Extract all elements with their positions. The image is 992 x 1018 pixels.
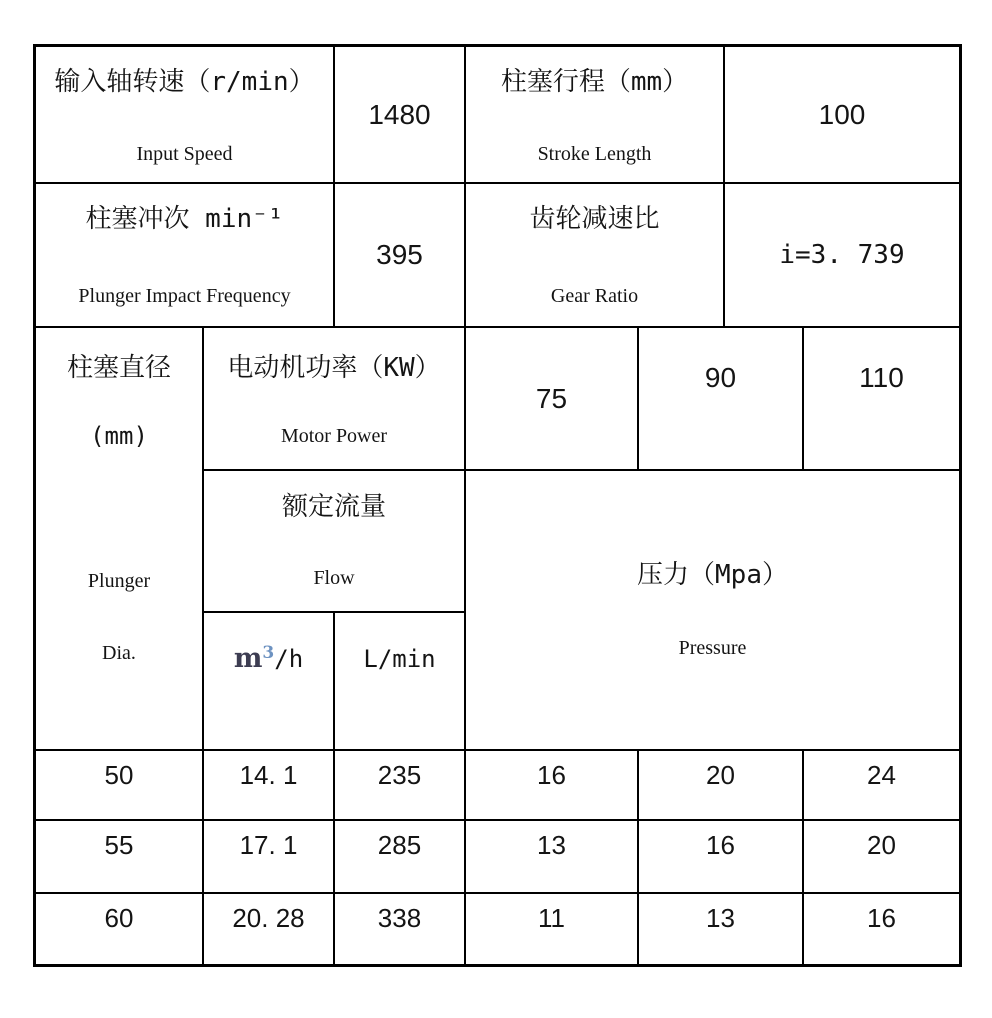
motor-power-value-0: 75 (535, 382, 568, 414)
cell-row2-dia (36, 894, 204, 964)
unit-m3h-base: m (233, 643, 263, 674)
cell-row2-flow-m3h (204, 894, 335, 964)
cell-gear-ratio-label (466, 184, 725, 328)
plunger-dia-en-line2: Dia. (102, 642, 136, 664)
row2-flow-m3h: 20. 28 (232, 903, 305, 933)
cell-impact-frequency-value (335, 184, 466, 328)
plunger-dia-unit: (mm) (90, 422, 148, 450)
input-speed-value: 1480 (368, 98, 431, 130)
stroke-length-value: 100 (818, 98, 866, 130)
row0-pressure-2: 24 (867, 760, 896, 790)
unit-lmin: L/min (363, 645, 436, 673)
cell-row2-pressure-0 (466, 894, 639, 964)
row2-pressure-2: 16 (867, 903, 896, 933)
cell-impact-frequency-label (36, 184, 335, 328)
stroke-length-en: Stroke Length (537, 143, 652, 165)
row2-flow-lmin: 338 (377, 903, 422, 933)
row1-flow-lmin: 285 (377, 830, 422, 860)
cell-row0-flow-lmin (335, 751, 466, 821)
cell-gear-ratio-value (725, 184, 959, 328)
impact-frequency-value: 395 (376, 239, 423, 270)
row0-dia: 50 (104, 760, 134, 790)
row0-pressure-1: 20 (706, 760, 735, 790)
cell-row0-pressure-1 (639, 751, 804, 821)
cell-motor-power-110 (804, 328, 959, 471)
row2-dia: 60 (104, 903, 134, 933)
impact-frequency-zh: 柱塞冲次 min⁻¹ (85, 204, 284, 234)
unit-m3h (233, 642, 304, 674)
motor-power-value-1: 90 (704, 362, 737, 393)
cell-motor-power-75 (466, 328, 639, 471)
flow-zh: 额定流量 (281, 492, 386, 522)
input-speed-zh: 输入轴转速（r/min） (54, 67, 315, 97)
cell-row1-pressure-1 (639, 821, 804, 894)
gear-ratio-value: i=3. 739 (779, 240, 905, 270)
pressure-zh: 压力（Mpa） (637, 560, 788, 590)
gear-ratio-en: Gear Ratio (550, 285, 639, 307)
cell-stroke-length-label (466, 47, 725, 184)
input-speed-en: Input Speed (136, 143, 233, 165)
motor-power-value-2: 110 (859, 362, 904, 393)
gear-ratio-zh: 齿轮减速比 (529, 204, 660, 234)
cell-row1-pressure-0 (466, 821, 639, 894)
plunger-dia-zh: 柱塞直径 (66, 353, 171, 383)
stroke-length-zh: 柱塞行程（mm） (500, 67, 689, 97)
flow-en: Flow (313, 567, 355, 589)
row2-pressure-0: 11 (538, 903, 565, 933)
cell-row2-pressure-1 (639, 894, 804, 964)
cell-row2-pressure-2 (804, 894, 959, 964)
row1-pressure-1: 16 (706, 830, 735, 860)
row0-flow-m3h: 14. 1 (239, 760, 298, 790)
cell-row1-pressure-2 (804, 821, 959, 894)
cell-plunger-dia-label (36, 328, 204, 751)
cell-motor-power-90 (639, 328, 804, 471)
row1-flow-m3h: 17. 1 (239, 830, 298, 860)
cell-row0-flow-m3h (204, 751, 335, 821)
cell-stroke-length-value (725, 47, 959, 184)
motor-power-zh: 电动机功率（KW） (227, 353, 441, 383)
row1-pressure-2: 20 (867, 830, 896, 860)
unit-m3h-superscript: 3 (262, 642, 275, 663)
impact-frequency-en: Plunger Impact Frequency (78, 285, 291, 307)
cell-row0-pressure-0 (466, 751, 639, 821)
motor-power-en: Motor Power (280, 425, 388, 447)
row2-pressure-1: 13 (706, 903, 735, 933)
pressure-en: Pressure (678, 637, 747, 659)
plunger-dia-en-line1: Plunger (87, 570, 151, 592)
cell-row1-dia (36, 821, 204, 894)
cell-motor-power-label (204, 328, 466, 471)
cell-flow-label (204, 471, 466, 613)
cell-input-speed-label (36, 47, 335, 184)
cell-row2-flow-lmin (335, 894, 466, 964)
row1-dia: 55 (104, 830, 134, 860)
cell-input-speed-value (335, 47, 466, 184)
cell-row1-flow-lmin (335, 821, 466, 894)
cell-row0-pressure-2 (804, 751, 959, 821)
cell-pressure-label (466, 471, 959, 751)
pump-spec-table (33, 44, 962, 967)
row0-pressure-0: 16 (537, 760, 566, 790)
cell-row1-flow-m3h (204, 821, 335, 894)
cell-row0-dia (36, 751, 204, 821)
row0-flow-lmin: 235 (377, 760, 422, 790)
row1-pressure-0: 13 (537, 830, 566, 860)
cell-unit-lmin (335, 613, 466, 751)
unit-m3h-rest: /h (274, 645, 304, 673)
cell-unit-m3h (204, 613, 335, 751)
